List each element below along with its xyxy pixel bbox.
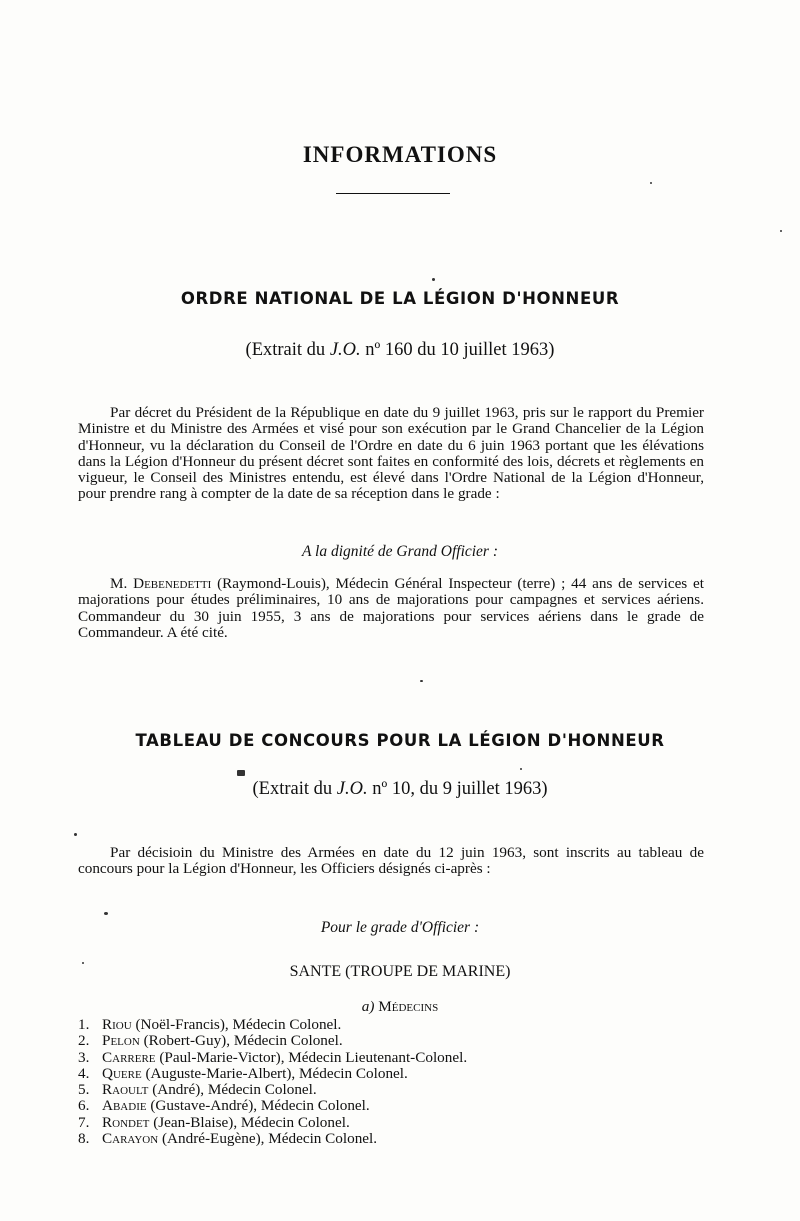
dignity-subheading: A la dignité de Grand Officier : xyxy=(301,543,499,560)
officer-detail: (André), Médecin Colonel. xyxy=(148,1081,317,1099)
officer-detail: (Robert-Guy), Médecin Colonel. xyxy=(139,1032,343,1050)
scan-speck xyxy=(432,278,435,281)
officer-name: Carrere xyxy=(102,1048,156,1066)
scan-speck xyxy=(82,962,84,964)
list-item-number: 3. xyxy=(78,1048,90,1066)
extract-reference-2: (Extrait du J.O. nº 10, du 9 juillet 1963) xyxy=(252,779,548,799)
officer-detail: (Auguste-Marie-Albert), Médecin Colonel. xyxy=(141,1064,408,1082)
category-heading: a) Médecins xyxy=(361,998,439,1015)
extract-reference-1: (Extrait du J.O. nº 160 du 10 juillet 1963) xyxy=(245,340,555,360)
officer-list xyxy=(78,1017,698,1147)
list-item-number: 4. xyxy=(78,1064,90,1082)
list-item xyxy=(78,1066,698,1082)
section-heading-legion: ORDRE NATIONAL DE LA LÉGION D'HONNEUR xyxy=(180,289,620,308)
officer-name: Rondet xyxy=(102,1113,150,1131)
promotion-entry: M. Debenedetti (Raymond-Louis), Médecin Général Inspecteur (terre) ; 44 ans de services et majorations pour études préliminaires, 10 ans de majorations pour campagnes et services aériens. Commandeur du 30 juin 1955, 3 ans de majorations pour services aériens dans le grade de Commandeur. A été cité. xyxy=(78,575,704,641)
list-item-number: 8. xyxy=(78,1130,90,1148)
officer-name: Carayon xyxy=(102,1130,159,1148)
list-item xyxy=(78,1033,698,1049)
scan-speck xyxy=(520,768,522,770)
officer-detail: (Jean-Blaise), Médecin Colonel. xyxy=(149,1113,350,1131)
list-item xyxy=(78,1050,698,1066)
list-item-number: 5. xyxy=(78,1081,90,1099)
officer-detail: (André-Eugène), Médecin Colonel. xyxy=(158,1130,378,1148)
officer-name: Abadie xyxy=(102,1097,147,1115)
scan-speck xyxy=(237,770,245,776)
list-item xyxy=(78,1115,698,1131)
officer-detail: (Noël-Francis), Médecin Colonel. xyxy=(131,1016,342,1033)
list-item xyxy=(78,1098,698,1114)
promotee-name: Debenedetti xyxy=(133,575,212,592)
list-item-number: 6. xyxy=(78,1097,90,1115)
officer-name: Raoult xyxy=(102,1081,149,1099)
tableau-paragraph: Par décisioin du Ministre des Armées en date du 12 juin 1963, sont inscrits au tableau de concours pour la Légion d'Honneur, les Officiers désignés ci-après : xyxy=(78,844,704,878)
list-item-number: 1. xyxy=(78,1016,90,1033)
decree-paragraph: Par décret du Président de la République en date du 9 juillet 1963, pris sur le rapport du Premier Ministre et du Ministre des Armées et visé pour son exécution par le Grand Chancelier de la Légion d'Honneur, vu la déclaration du Conseil de l'Ordre en date du 6 juin 1963 portant que les élévations dans la Légion d'Honneur du présent décret sont faites en conformité des lois, décrets et règlements en vigueur, le Conseil des Ministres entendu, est élevé dans l'Ordre National de la Légion d'Honneur, pour prendre rang à compter de la date de sa réception dans le grade : xyxy=(78,404,704,503)
list-item xyxy=(78,1017,698,1033)
list-item xyxy=(78,1131,698,1147)
section-heading-tableau: TABLEAU DE CONCOURS POUR LA LÉGION D'HONNEUR xyxy=(135,731,665,750)
list-item xyxy=(78,1082,698,1098)
officer-detail: (Paul-Marie-Victor), Médecin Lieutenant-Colonel. xyxy=(155,1048,468,1066)
scan-speck xyxy=(650,182,652,184)
officer-detail: (Gustave-André), Médecin Colonel. xyxy=(146,1097,370,1115)
grade-subheading: Pour le grade d'Officier : xyxy=(320,919,480,936)
officer-name: Riou xyxy=(102,1016,132,1033)
scan-speck xyxy=(74,833,77,836)
scan-speck xyxy=(780,230,782,232)
scan-speck xyxy=(420,680,423,682)
title-divider xyxy=(336,193,450,194)
officer-name: Quere xyxy=(102,1064,142,1082)
scan-speck xyxy=(104,912,108,915)
list-item-number: 2. xyxy=(78,1032,90,1050)
officer-name: Pelon xyxy=(102,1032,140,1050)
page-title: INFORMATIONS xyxy=(302,142,498,167)
list-item-number: 7. xyxy=(78,1113,90,1131)
service-heading: SANTE (TROUPE DE MARINE) xyxy=(289,963,511,980)
